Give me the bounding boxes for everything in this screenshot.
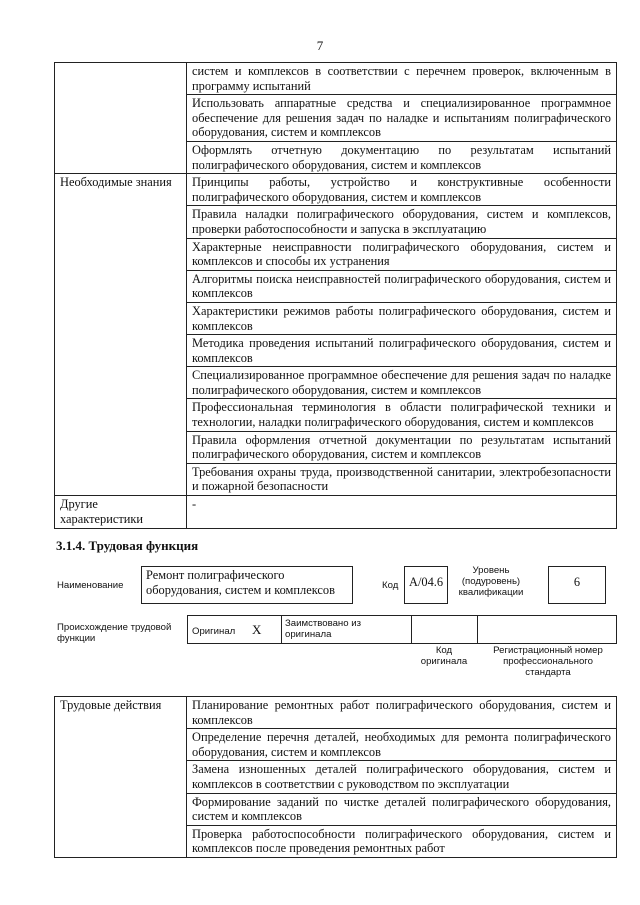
table-cell: Оформлять отчетную документацию по результатам испытаний полиграфического оборудования, систем и комплексов — [187, 141, 617, 173]
table-cell: Требования охраны труда, производственной санитарии, электробезопасности и пожарной безопасности — [187, 463, 617, 495]
code-label: Код — [382, 580, 399, 591]
table-cell: - — [187, 496, 617, 529]
level-box — [548, 566, 606, 604]
level-value: 6 — [573, 575, 581, 589]
table-row — [55, 174, 617, 206]
row-label-other: Другие характеристики — [55, 496, 187, 529]
table-cell: Алгоритмы поиска неисправностей полиграфического оборудования, систем и комплексов — [187, 270, 617, 302]
row-label-actions: Трудовые действия — [55, 697, 187, 858]
page-number: 7 — [316, 38, 324, 53]
table-cell: Правила наладки полиграфического оборудования, систем и комплексов, проверки работоспособности и запуска в эксплуатацию — [187, 206, 617, 238]
original-mark: X — [252, 622, 262, 637]
table-cell: Профессиональная терминология в области полиграфической техники и технологии, наладки полиграфического оборудования, систем и комплексов — [187, 399, 617, 431]
name-value: Ремонт полиграфического оборудования, систем и комплексов — [146, 568, 335, 597]
name-label: Наименование — [57, 580, 124, 591]
table-cell: Использовать аппаратные средства и специализированное программное обеспечение для решения задач по наладке и испытаниям полиграфического оборудования, систем и комплексов — [187, 95, 617, 142]
divider — [411, 615, 412, 643]
table-cell: систем и комплексов в соответствии с перечнем проверок, включенным в программу испытаний — [187, 63, 617, 95]
origin-label: Происхождение трудовой функции — [57, 622, 172, 644]
table-row — [55, 63, 617, 95]
row-label-knowledge: Необходимые знания — [55, 174, 187, 496]
code-box — [404, 566, 448, 604]
reg-number-label: Регистрационный номер профессионального стандарта — [493, 645, 603, 678]
table-cell: Планирование ремонтных работ полиграфического оборудования, систем и комплексов — [187, 697, 617, 729]
table-cell: Замена изношенных деталей полиграфического оборудования, систем и комплексов в соответствии с руководством по эксплуатации — [187, 761, 617, 793]
table-cell: Правила оформления отчетной документации по результатам испытаний полиграфического оборудования, систем и комплексов — [187, 431, 617, 463]
level-label: Уровень (подуровень) квалификации — [458, 565, 524, 598]
table-cell: Методика проведения испытаний полиграфического оборудования, систем и комплексов — [187, 335, 617, 367]
actions-table — [54, 696, 617, 858]
table-cell: Определение перечня деталей, необходимых для ремонта полиграфического оборудования, систем и комплексов — [187, 729, 617, 761]
section-heading: 3.1.4. Трудовая функция — [56, 538, 199, 553]
table-cell: Характеристики режимов работы полиграфического оборудования, систем и комплексов — [187, 302, 617, 334]
table-cell: Характерные неисправности полиграфического оборудования, систем и комплексов и способы их устранения — [187, 238, 617, 270]
divider — [477, 615, 478, 643]
knowledge-table — [54, 62, 617, 529]
divider — [281, 615, 282, 643]
table-cell: Проверка работоспособности полиграфического оборудования, систем и комплексов после проведения ремонтных работ — [187, 825, 617, 857]
code-value: А/04.6 — [409, 575, 444, 589]
table-cell: Специализированное программное обеспечение для решения задач по наладке полиграфического оборудования, систем и комплексов — [187, 367, 617, 399]
name-box — [141, 566, 353, 604]
borrowed-label: Заимствовано из оригинала — [285, 618, 361, 640]
row-label — [55, 63, 187, 174]
original-label: Оригинал — [192, 626, 236, 637]
table-row — [55, 697, 617, 729]
table-cell: Принципы работы, устройство и конструктивные особенности полиграфического оборудования, систем и комплексов — [187, 174, 617, 206]
table-cell: Формирование заданий по чистке деталей полиграфического оборудования, систем и комплексов — [187, 793, 617, 825]
table-row — [55, 496, 617, 529]
code-of-original-label: Код оригинала — [420, 645, 468, 667]
